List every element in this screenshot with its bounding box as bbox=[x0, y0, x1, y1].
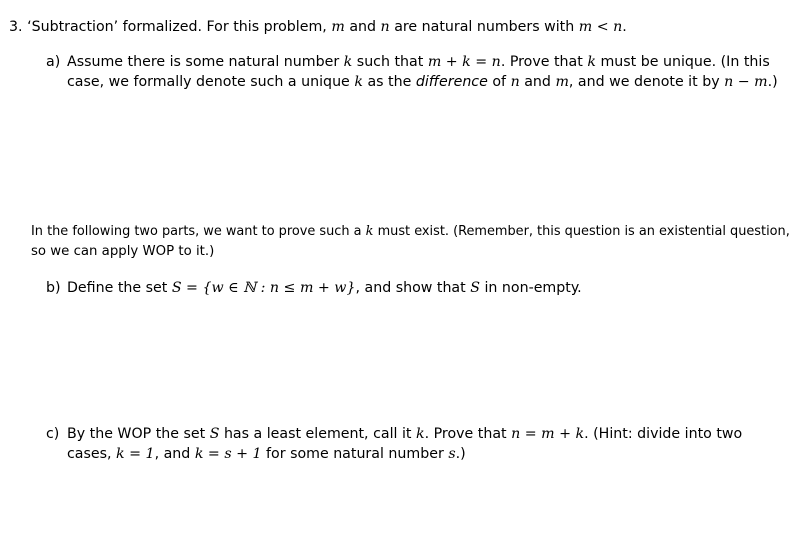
math-var-k: k bbox=[354, 74, 363, 90]
part-a-line-1 bbox=[67, 52, 770, 72]
text-run: .) bbox=[455, 446, 466, 462]
math-var-m: m bbox=[555, 74, 569, 90]
math-set-definition: S = {w ∈ ℕ : n ≤ m + w} bbox=[171, 280, 356, 296]
math-var-k: k bbox=[365, 224, 374, 239]
text-run: . Prove that bbox=[500, 54, 583, 70]
text-run: of bbox=[492, 74, 507, 90]
text-run: has a least element, call it bbox=[223, 426, 412, 442]
math-case-2: k = s + 1 bbox=[194, 446, 262, 462]
part-c-label: c) bbox=[46, 426, 60, 442]
text-run: , and we denote it by bbox=[568, 74, 720, 90]
emphasis-term: difference bbox=[415, 74, 488, 90]
math-var-s: s bbox=[448, 446, 456, 462]
text-run: Assume there is some natural number bbox=[67, 54, 340, 70]
part-b-label: b) bbox=[46, 280, 61, 296]
part-c-line-1 bbox=[67, 424, 742, 444]
text-run: in non-empty. bbox=[484, 280, 582, 296]
part-a-label: a) bbox=[46, 54, 61, 70]
intro-line-2: so we can apply WOP to it.) bbox=[31, 244, 215, 259]
math-var-s-set: S bbox=[209, 426, 220, 442]
text-run: must exist. (Remember, this question is an existential question, bbox=[377, 224, 790, 239]
math-var-k: k bbox=[587, 54, 596, 70]
text-run: case, we formally denote such a unique bbox=[67, 74, 350, 90]
text-run: such that bbox=[356, 54, 424, 70]
math-var-k: k bbox=[416, 426, 425, 442]
math-var-n: n bbox=[380, 19, 390, 35]
text-run: In the following two parts, we want to prove such a bbox=[31, 224, 362, 239]
math-equation: n = m + k bbox=[511, 426, 585, 442]
intro-line-1 bbox=[31, 222, 790, 242]
text-and: and bbox=[349, 19, 377, 35]
text-run: .) bbox=[767, 74, 778, 90]
text-run: and bbox=[524, 74, 551, 90]
problem-title-text: ‘Subtraction’ formalized. For this problem, bbox=[27, 19, 327, 35]
part-c-line-2 bbox=[67, 444, 466, 464]
problem-title-tail: are natural numbers with bbox=[394, 19, 575, 35]
problem-title-end: . bbox=[622, 19, 627, 35]
text-run: , and show that bbox=[355, 280, 466, 296]
text-run: . (Hint: divide into two bbox=[584, 426, 743, 442]
text-run: Define the set bbox=[67, 280, 168, 296]
text-run: By the WOP the set bbox=[67, 426, 206, 442]
problem-number: 3. bbox=[9, 19, 23, 35]
math-var-n: n bbox=[510, 74, 520, 90]
text-run: for some natural number bbox=[266, 446, 444, 462]
math-difference: n − m bbox=[724, 74, 768, 90]
text-run: , and bbox=[154, 446, 191, 462]
text-run: . Prove that bbox=[424, 426, 507, 442]
math-case-1: k = 1 bbox=[116, 446, 155, 462]
math-relation: m < n bbox=[578, 19, 623, 35]
text-run: must be unique. (In this bbox=[600, 54, 770, 70]
part-a-line-2 bbox=[67, 72, 778, 92]
text-run: as the bbox=[367, 74, 412, 90]
math-var-s-set: S bbox=[470, 280, 480, 296]
problem-heading bbox=[9, 17, 627, 37]
math-var-k: k bbox=[343, 54, 353, 70]
math-var-m: m bbox=[331, 19, 345, 35]
math-equation: m + k = n bbox=[427, 54, 501, 70]
text-run: cases, bbox=[67, 446, 112, 462]
part-b-line-1 bbox=[67, 278, 582, 298]
